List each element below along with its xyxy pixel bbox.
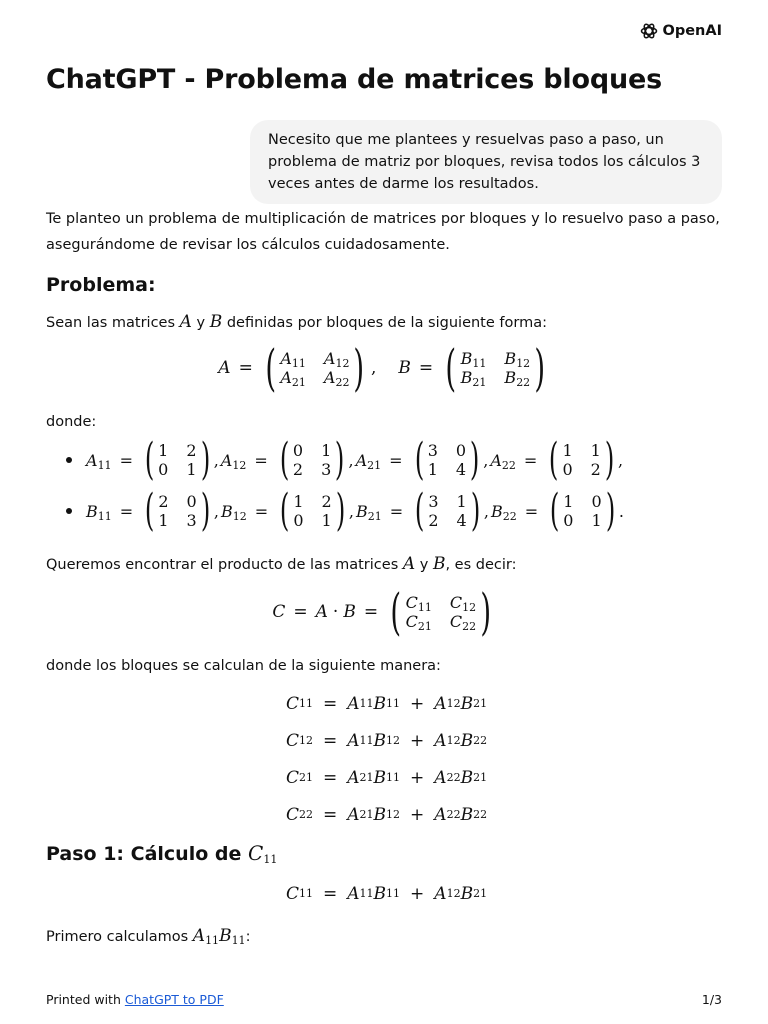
queremos-paragraph [46, 551, 736, 578]
step1-idx: 11 [263, 853, 278, 866]
user-message-bubble [250, 120, 722, 204]
block-b21-matrix: ( 3 1 2 4 ) [415, 485, 480, 536]
step1-var: C [248, 841, 264, 865]
bloques-paragraph: donde los bloques se calculan de la siguiente manera: [46, 658, 441, 674]
block-b12-label: $B_{12}$ [220, 501, 247, 523]
sean-text-mid: y [196, 315, 206, 331]
sean-text-before: Sean las matrices [46, 315, 176, 331]
openai-knot-icon [639, 21, 659, 41]
var-b: B [209, 312, 223, 332]
block-a22-matrix: ( 1 1 0 2 ) [549, 434, 615, 485]
user-message-text: Necesito que me plantees y resuelvas paso a paso, un problema de matriz por bloques, revisa todos los cálculos 3 veces antes de darme los resultados. [268, 132, 701, 192]
block-a12-matrix: ( 0 1 2 3 ) [279, 434, 345, 485]
step1-formula [286, 875, 487, 912]
formula-c11-step1: C 11 = A 11 B 11 + A 12 B 21 [286, 883, 488, 904]
block-a12-label: $A_{12}$ [220, 450, 247, 472]
primero-text: Primero calculamos [46, 929, 189, 945]
queremos-text-mid: y [419, 557, 429, 573]
block-a21-matrix: ( 3 0 1 4 ) [414, 434, 480, 485]
block-b21-label: $B_{21}$ [355, 501, 382, 523]
brand-logo [639, 21, 722, 41]
var-a: A [179, 312, 192, 332]
queremos-text-after: , es decir: [445, 557, 517, 573]
block-b11-label: $B_{11}$ [86, 501, 112, 523]
eq-lhs-b: B [398, 358, 411, 378]
eq-lhs-a: A [218, 358, 231, 378]
var-b-2: B [432, 554, 446, 574]
queremos-text-before: Queremos encontrar el producto de las matrices [46, 557, 399, 573]
matrix-b-blocks: ( $B_{11}$ $B_{12}$ $B_{21}$ $B_{22}$ ) [445, 339, 546, 397]
block-matrices-equation: A = ( $A_{11}$ $A_{12}$ $A_{21}$ $A_{22}$ ) , B = ( $B_{11}$ $B_{12}$ $B_{21}$ $B_{22}$ ) [0, 343, 768, 393]
block-a22-label: $A_{22}$ [490, 450, 516, 472]
sean-paragraph [46, 309, 736, 336]
bullet-a-blocks: $A_{11}$ = ( 1 2 0 1 ) , $A_{12}$ = ( 0 1 2 3 ) , $A_{21}$ = ( 3 0 1 4 ) , $A_{22}$ = ( 1 1 0 2 ) , [66, 438, 623, 482]
block-b12-matrix: ( 1 2 0 1 ) [280, 485, 346, 536]
formula-c21: C 21 = A 21 B 11 + A 22 B 21 [286, 767, 488, 788]
matrix-a-blocks: ( $A_{11}$ $A_{12}$ $A_{21}$ $A_{22}$ ) [265, 339, 365, 397]
printed-with-text: Printed with [46, 992, 121, 1007]
formula-c12: C 12 = A 11 B 12 + A 12 B 22 [286, 730, 488, 751]
bullet-b-blocks: $B_{11}$ = ( 2 0 1 3 ) , $B_{12}$ = ( 1 2 0 1 ) , $B_{21}$ = ( 3 1 2 4 ) , $B_{22}$ = ( 1 0 0 1 ) . [66, 489, 624, 533]
block-b22-matrix: ( 1 0 0 1 ) [549, 485, 615, 536]
page-title: ChatGPT - Problema de matrices bloques [46, 64, 662, 95]
block-a11-label: $A_{11}$ [86, 450, 112, 472]
block-a11-matrix: ( 1 2 0 1 ) [144, 434, 210, 485]
page-number: 1/3 [701, 992, 722, 1007]
step1-heading [46, 841, 277, 865]
var-a-2: A [402, 554, 416, 574]
step1-title-text: Paso 1: Cálculo de [46, 843, 242, 865]
block-b11-matrix: ( 2 0 1 3 ) [145, 485, 211, 536]
sean-text-after: definidas por bloques de la siguiente forma: [226, 315, 547, 331]
primero-paragraph: Primero calculamos $A_{11}B_{11}$: [46, 926, 251, 947]
chatgpt-to-pdf-link[interactable]: ChatGPT to PDF [124, 992, 224, 1007]
donde-label: donde: [46, 414, 97, 430]
printed-with [46, 992, 224, 1007]
block-b22-label: $B_{22}$ [490, 501, 517, 523]
product-equation: C = A · B = ( $C_{11}$ $C_{12}$ $C_{21}$ $C_{22}$ ) [0, 587, 768, 637]
page-footer [46, 992, 722, 1007]
matrix-c-blocks: ( $C_{11}$ $C_{12}$ $C_{21}$ $C_{22}$ ) [390, 583, 492, 641]
brand-name: OpenAI [662, 23, 722, 39]
formula-c11: C 11 = A 11 B 11 + A 12 B 21 [286, 693, 488, 714]
block-formulas [286, 685, 487, 833]
section-heading-problem: Problema: [46, 274, 156, 296]
formula-c22: C 22 = A 21 B 12 + A 22 B 22 [286, 804, 488, 825]
block-a21-label: $A_{21}$ [355, 450, 382, 472]
intro-paragraph: Te planteo un problema de multiplicación de matrices por bloques y lo resuelvo paso a paso, asegurándome de revisar los cálculos cuidadosamente. [46, 211, 720, 253]
